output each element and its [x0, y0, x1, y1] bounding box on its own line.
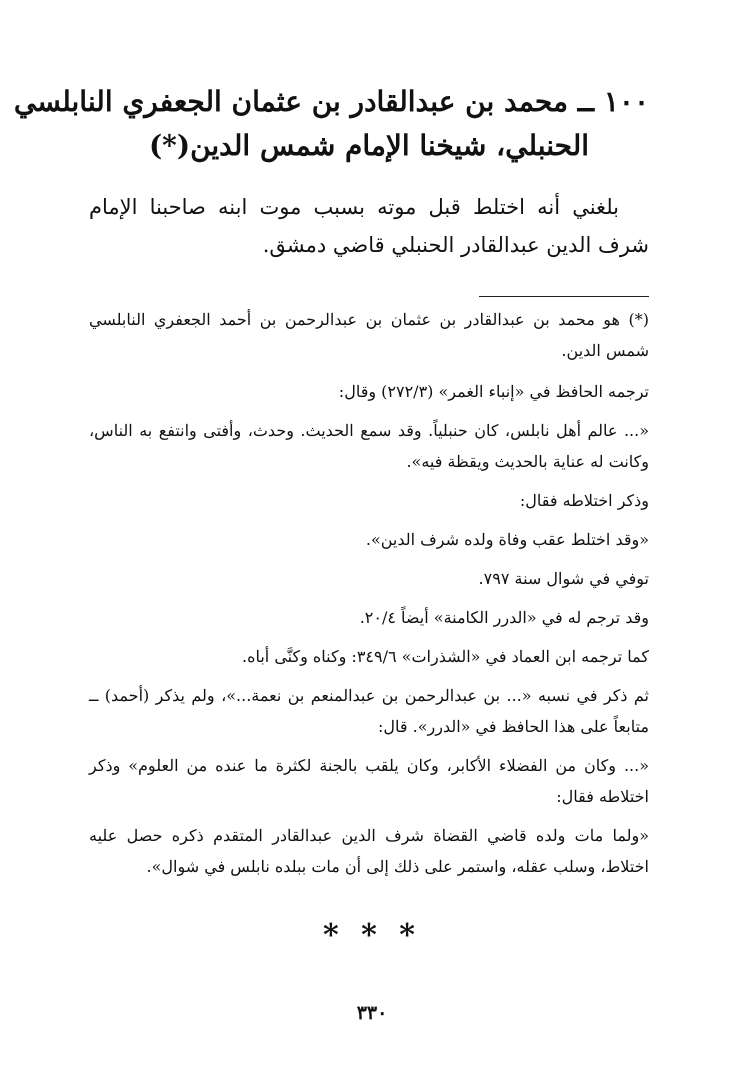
- heading-line-2: الحنبلي، شيخنا الإمام شمس الدين(*): [148, 129, 590, 162]
- footnote-paragraph: وقد ترجم له في «الدرر الكامنة» أيضاً ٢٠/٤.: [359, 608, 649, 627]
- footnote-divider: [479, 296, 649, 297]
- footnotes: [89, 304, 649, 890]
- footnote-paragraph: ترجمه الحافظ في «إنباء الغمر» (٢٧٢/٣) وقال:: [338, 382, 649, 401]
- footnote-paragraph: ثم ذكر في نسبه «... بن عبدالرحمن بن عبدالمنعم بن نعمة...»، ولم يذكر (أحمد) ــ متابعاً على هذا الحافظ في «الدرر». قال:: [89, 686, 649, 736]
- footnote-paragraph: «وقد اختلط عقب وفاة ولده شرف الدين».: [365, 530, 649, 549]
- heading-line-1: ١٠٠ ــ محمد بن عبدالقادر بن عثمان الجعفري النابلسي: [13, 85, 649, 118]
- main-text: [89, 188, 649, 264]
- footnote-paragraph: «... وكان من الفضلاء الأكابر، وكان يلقب بالجنة لكثرة ما عنده من العلوم» وذكر اختلاطه فقال:: [89, 756, 649, 806]
- footnote-paragraph: (*) هو محمد بن عبدالقادر بن عثمان بن عبدالرحمن بن أحمد الجعفري النابلسي شمس الدين.: [89, 310, 649, 360]
- footnote-paragraph: «... عالم أهل نابلس، كان حنبلياً. وقد سمع الحديث. وحدث، وأفتى وانتفع به الناس، وكانت له عناية بالحديث ويقظة فيه».: [89, 421, 649, 471]
- footnote-paragraph: توفي في شوال سنة ٧٩٧.: [478, 569, 649, 588]
- footnote-paragraph: «ولما مات ولده قاضي القضاة شرف الدين عبدالقادر المتقدم ذكره حصل عليه اختلاط، وسلب عقله، واستمر على ذلك إلى أن مات ببلده نابلس في شوال».: [89, 826, 650, 876]
- entry-heading: [13, 80, 649, 168]
- page-number: ٣٣٠: [356, 1002, 388, 1024]
- footnote-paragraph: وذكر اختلاطه فقال:: [519, 491, 649, 510]
- main-paragraph: بلغني أنه اختلط قبل موته بسبب موت ابنه صاحبنا الإمام شرف الدين عبدالقادر الحنبلي قاضي دمشق.: [89, 195, 649, 257]
- section-separator: * * *: [323, 918, 421, 953]
- footnote-paragraph: كما ترجمه ابن العماد في «الشذرات» ٣٤٩/٦: وكناه وكنَّى أباه.: [241, 647, 649, 666]
